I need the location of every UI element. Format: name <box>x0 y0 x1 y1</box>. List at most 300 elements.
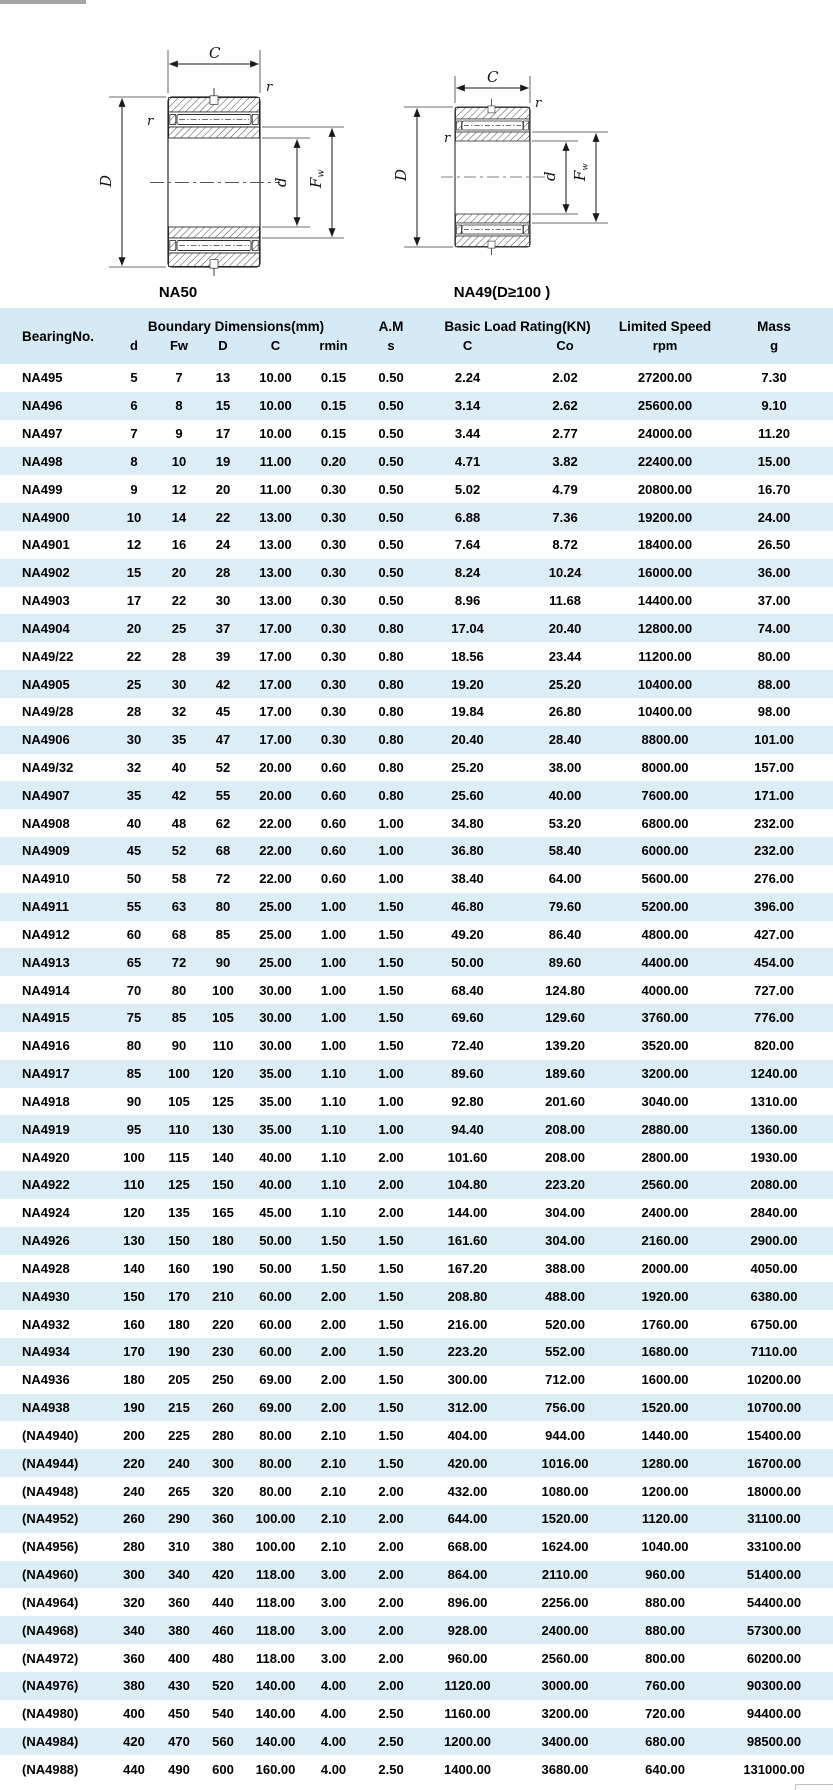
outer-d-cell: 130 <box>212 1121 234 1137</box>
load-c-cell: 3.14 <box>454 398 481 414</box>
rpm-cell: 1600.00 <box>641 1372 689 1388</box>
fw-cell: 40 <box>171 760 187 775</box>
table-row <box>0 1394 833 1422</box>
bearing-no-cell: NA49/28 <box>22 704 74 720</box>
fw-cell: 10 <box>171 453 187 469</box>
c-cell: 40.00 <box>259 1149 292 1165</box>
c-cell: 80.00 <box>259 1427 292 1443</box>
load-c-cell: 5.02 <box>454 481 481 497</box>
mass-cell: 74.00 <box>757 620 791 636</box>
mass-cell: 10700.00 <box>746 1400 802 1416</box>
fw-cell: 14 <box>171 509 187 525</box>
s-cell: 2.50 <box>378 1733 404 1749</box>
rpm-cell: 5200.00 <box>641 899 689 915</box>
rmin-cell: 1.10 <box>320 1121 347 1137</box>
outer-d-cell: 280 <box>212 1427 234 1443</box>
rmin-cell: 0.30 <box>320 704 347 720</box>
s-cell: 0.50 <box>378 398 404 414</box>
rmin-cell: 0.30 <box>320 537 347 553</box>
s-cell: 2.00 <box>378 1149 404 1165</box>
rmin-cell: 1.50 <box>320 1233 347 1249</box>
load-co-cell: 189.60 <box>545 1066 585 1082</box>
bearing-no-cell: NA49/22 <box>22 648 74 664</box>
c-cell: 80.00 <box>259 1483 292 1499</box>
diagram-na49 <box>392 68 608 301</box>
load-c-cell: 404.00 <box>447 1427 488 1443</box>
outer-d-cell: 480 <box>212 1650 234 1666</box>
rmin-cell: 0.60 <box>320 760 347 775</box>
load-c-cell: 7.64 <box>454 537 481 553</box>
dim-label-c: C <box>209 44 221 62</box>
subheader-d: d <box>110 335 158 364</box>
load-co-cell: 40.00 <box>548 787 582 803</box>
bearing-no-cell: NA497 <box>22 426 63 442</box>
rmin-cell: 2.10 <box>320 1511 347 1527</box>
outer-d-cell: 125 <box>212 1093 234 1109</box>
header-group-basic-load-rating: Basic Load Rating(KN) <box>420 308 615 335</box>
rmin-cell: 2.00 <box>320 1288 347 1304</box>
load-c-cell: 34.80 <box>451 815 484 831</box>
load-c-cell: 50.00 <box>451 954 484 970</box>
d-cell: 55 <box>126 899 142 915</box>
bearing-no-cell: NA4930 <box>22 1288 70 1304</box>
fw-cell: 450 <box>168 1706 190 1722</box>
rpm-cell: 12800.00 <box>637 620 693 636</box>
s-cell: 2.00 <box>378 1594 404 1610</box>
fw-cell: 25 <box>171 620 187 636</box>
c-cell: 69.00 <box>259 1400 292 1416</box>
fw-cell: 490 <box>168 1761 190 1777</box>
bearing-no-cell: NA4909 <box>22 843 70 859</box>
d-cell: 6 <box>130 398 138 414</box>
bearing-no-cell: NA4914 <box>22 982 70 998</box>
subheader-rpm: rpm <box>615 335 715 364</box>
load-c-cell: 668.00 <box>447 1539 488 1555</box>
outer-d-cell: 13 <box>215 370 231 386</box>
s-cell: 2.50 <box>378 1761 404 1777</box>
header-group-am: A.M <box>362 308 420 335</box>
rmin-cell: 1.10 <box>320 1066 347 1082</box>
rpm-cell: 6800.00 <box>641 815 689 831</box>
load-co-cell: 86.40 <box>548 926 582 942</box>
table-row <box>0 1561 833 1589</box>
mass-cell: 51400.00 <box>746 1567 802 1583</box>
load-co-cell: 2560.00 <box>541 1650 589 1666</box>
mass-cell: 6380.00 <box>750 1288 798 1304</box>
rmin-cell: 1.00 <box>320 1038 347 1054</box>
rpm-cell: 1920.00 <box>641 1288 689 1304</box>
mass-cell: 1240.00 <box>750 1066 798 1082</box>
load-co-cell: 304.00 <box>545 1233 585 1249</box>
c-cell: 118.00 <box>255 1567 296 1583</box>
load-c-cell: 68.40 <box>451 982 484 998</box>
load-c-cell: 46.80 <box>451 899 484 915</box>
outer-d-cell: 165 <box>212 1205 234 1221</box>
table-row <box>0 1672 833 1700</box>
table-row <box>0 893 833 921</box>
dim-label-r-left: r <box>444 131 451 146</box>
c-cell: 80.00 <box>259 1455 292 1471</box>
rmin-cell: 1.10 <box>320 1093 347 1109</box>
load-co-cell: 58.40 <box>548 843 582 859</box>
fw-cell: 160 <box>168 1260 190 1276</box>
load-co-cell: 139.20 <box>545 1038 585 1054</box>
s-cell: 1.50 <box>378 1010 404 1026</box>
fw-cell: 240 <box>168 1455 190 1471</box>
s-cell: 0.80 <box>378 787 404 803</box>
load-co-cell: 89.60 <box>548 954 582 970</box>
rpm-cell: 20800.00 <box>637 481 693 497</box>
outer-d-cell: 90 <box>215 954 231 970</box>
load-co-cell: 3000.00 <box>541 1678 589 1694</box>
fw-cell: 42 <box>171 787 187 803</box>
rmin-cell: 0.30 <box>320 593 347 609</box>
d-cell: 40 <box>126 815 142 831</box>
load-c-cell: 216.00 <box>447 1316 488 1332</box>
c-cell: 50.00 <box>259 1260 292 1276</box>
bearing-no-cell: (NA4948) <box>22 1483 79 1499</box>
c-cell: 100.00 <box>255 1511 296 1527</box>
load-c-cell: 6.88 <box>454 509 481 525</box>
mass-cell: 1930.00 <box>750 1149 798 1165</box>
d-cell: 15 <box>126 565 142 581</box>
bottom-right-corner-box <box>795 1784 833 1790</box>
load-co-cell: 23.44 <box>548 648 582 664</box>
rpm-cell: 960.00 <box>645 1567 685 1583</box>
rpm-cell: 3520.00 <box>641 1038 689 1054</box>
outer-d-cell: 520 <box>212 1678 234 1694</box>
fw-cell: 68 <box>171 926 187 942</box>
rpm-cell: 880.00 <box>645 1622 685 1638</box>
rmin-cell: 0.60 <box>320 815 347 831</box>
outer-d-cell: 15 <box>215 398 231 414</box>
diagram-caption-na50: NA50 <box>158 284 198 301</box>
s-cell: 0.80 <box>378 676 404 692</box>
rpm-cell: 22400.00 <box>637 453 693 469</box>
fw-cell: 115 <box>168 1149 190 1165</box>
d-cell: 17 <box>126 593 142 609</box>
outer-d-cell: 190 <box>212 1260 234 1276</box>
rpm-cell: 1040.00 <box>641 1539 689 1555</box>
mass-cell: 36.00 <box>757 565 791 581</box>
c-cell: 17.00 <box>259 620 292 636</box>
load-c-cell: 960.00 <box>447 1650 488 1666</box>
rpm-cell: 10400.00 <box>637 676 693 692</box>
rpm-cell: 3200.00 <box>641 1066 689 1082</box>
bearing-no-cell: (NA4944) <box>22 1455 79 1471</box>
rpm-cell: 3760.00 <box>641 1010 689 1026</box>
outer-d-cell: 85 <box>215 926 231 942</box>
load-c-cell: 72.40 <box>451 1038 484 1054</box>
outer-d-cell: 150 <box>212 1177 234 1193</box>
rmin-cell: 1.10 <box>320 1149 347 1165</box>
rpm-cell: 27200.00 <box>637 370 693 386</box>
mass-cell: 727.00 <box>754 982 794 998</box>
mass-cell: 15400.00 <box>746 1427 802 1443</box>
load-c-cell: 420.00 <box>447 1455 488 1471</box>
rmin-cell: 0.30 <box>320 732 347 748</box>
mass-cell: 7110.00 <box>750 1344 798 1360</box>
c-cell: 10.00 <box>259 398 292 414</box>
s-cell: 0.50 <box>378 453 404 469</box>
s-cell: 0.50 <box>378 481 404 497</box>
outer-d-cell: 180 <box>212 1233 234 1249</box>
bearing-no-cell: NA4901 <box>22 537 70 553</box>
s-cell: 0.50 <box>378 426 404 442</box>
mass-cell: 98500.00 <box>746 1733 802 1749</box>
outer-d-cell: 62 <box>215 815 231 831</box>
d-cell: 130 <box>123 1233 145 1249</box>
bearing-spec-table <box>0 308 833 1783</box>
s-cell: 0.50 <box>378 565 404 581</box>
load-co-cell: 1016.00 <box>541 1455 589 1471</box>
outer-d-cell: 55 <box>215 787 231 803</box>
subheader-load-co: Co <box>515 335 615 364</box>
load-c-cell: 18.56 <box>451 648 484 664</box>
table-row <box>0 1700 833 1728</box>
dim-label-r-top: r <box>535 96 542 111</box>
c-cell: 118.00 <box>255 1594 296 1610</box>
dim-label-inner-d: d <box>541 171 559 181</box>
outer-d-cell: 560 <box>212 1733 234 1749</box>
d-cell: 32 <box>126 760 142 775</box>
d-cell: 7 <box>130 426 138 442</box>
rpm-cell: 11200.00 <box>638 648 692 664</box>
outer-d-cell: 105 <box>212 1010 234 1026</box>
rmin-cell: 0.30 <box>320 509 347 525</box>
c-cell: 118.00 <box>255 1622 296 1638</box>
load-co-cell: 7.36 <box>552 509 578 525</box>
load-c-cell: 8.24 <box>454 565 481 581</box>
outer-d-cell: 100 <box>212 982 234 998</box>
bearing-no-cell: (NA4952) <box>22 1511 79 1527</box>
s-cell: 1.00 <box>378 871 404 887</box>
table-row <box>0 1366 833 1394</box>
load-co-cell: 53.20 <box>548 815 582 831</box>
load-co-cell: 25.20 <box>548 676 582 692</box>
mass-cell: 2900.00 <box>750 1233 798 1249</box>
s-cell: 2.50 <box>378 1706 404 1722</box>
mass-cell: 11.20 <box>758 426 790 442</box>
d-cell: 300 <box>123 1567 145 1583</box>
rmin-cell: 0.30 <box>320 648 347 664</box>
fw-cell: 12 <box>171 481 187 497</box>
mass-cell: 54400.00 <box>746 1594 802 1610</box>
rmin-cell: 1.10 <box>320 1205 347 1221</box>
rpm-cell: 880.00 <box>645 1594 685 1610</box>
fw-cell: 52 <box>171 843 187 859</box>
c-cell: 45.00 <box>259 1205 292 1221</box>
rpm-cell: 8800.00 <box>641 732 689 748</box>
rmin-cell: 2.10 <box>320 1483 347 1499</box>
d-cell: 50 <box>126 871 142 887</box>
diagram-na50 <box>97 44 344 301</box>
dimension-c-right <box>455 68 530 103</box>
header-sub-row <box>0 335 833 364</box>
header-group-limited-speed: Limited Speed <box>615 308 715 335</box>
table-row <box>0 837 833 865</box>
load-co-cell: 552.00 <box>545 1344 585 1360</box>
outer-d-cell: 380 <box>212 1539 234 1555</box>
load-c-cell: 432.00 <box>447 1483 488 1499</box>
load-c-cell: 161.60 <box>447 1233 488 1249</box>
d-cell: 240 <box>123 1483 145 1499</box>
table-row <box>0 1143 833 1171</box>
d-cell: 85 <box>126 1066 142 1082</box>
fw-cell: 360 <box>168 1594 190 1610</box>
dim-label-c: C <box>487 68 499 86</box>
bearing-no-cell: NA4902 <box>22 565 70 581</box>
bearing-diagrams <box>0 0 833 308</box>
load-co-cell: 3680.00 <box>541 1761 589 1777</box>
s-cell: 2.00 <box>378 1678 404 1694</box>
d-cell: 10 <box>126 509 142 525</box>
s-cell: 1.50 <box>378 1316 404 1332</box>
load-co-cell: 3.82 <box>552 453 578 469</box>
c-cell: 17.00 <box>259 704 292 720</box>
fw-cell: 63 <box>171 899 187 915</box>
rmin-cell: 2.00 <box>320 1372 347 1388</box>
dim-label-outer-d: D <box>392 168 410 181</box>
load-co-cell: 3400.00 <box>541 1733 589 1749</box>
load-co-cell: 4.79 <box>552 481 578 497</box>
c-cell: 20.00 <box>259 760 292 775</box>
rmin-cell: 0.20 <box>320 453 347 469</box>
s-cell: 0.80 <box>378 760 404 775</box>
rpm-cell: 10400.00 <box>637 704 693 720</box>
rpm-cell: 7600.00 <box>641 787 689 803</box>
outer-d-cell: 17 <box>215 426 231 442</box>
load-c-cell: 1400.00 <box>444 1761 492 1777</box>
d-cell: 12 <box>126 537 142 553</box>
load-co-cell: 2.77 <box>552 426 578 442</box>
c-cell: 22.00 <box>259 871 292 887</box>
load-c-cell: 300.00 <box>447 1372 488 1388</box>
table-row <box>0 1088 833 1116</box>
rpm-cell: 2000.00 <box>641 1260 689 1276</box>
rpm-cell: 1120.00 <box>641 1511 689 1527</box>
mass-cell: 31100.00 <box>747 1511 801 1527</box>
outer-d-cell: 30 <box>215 593 231 609</box>
table-row <box>0 1060 833 1088</box>
table-row <box>0 1310 833 1338</box>
table-row <box>0 1004 833 1032</box>
c-cell: 35.00 <box>259 1093 292 1109</box>
s-cell: 1.00 <box>378 1093 404 1109</box>
c-cell: 17.00 <box>259 732 292 748</box>
rpm-cell: 4800.00 <box>641 926 689 942</box>
table-row <box>0 1449 833 1477</box>
outer-d-cell: 220 <box>212 1316 234 1332</box>
table-row <box>0 559 833 587</box>
mass-cell: 131000.00 <box>743 1761 805 1777</box>
mass-cell: 80.00 <box>757 648 791 664</box>
mass-cell: 10200.00 <box>746 1372 802 1388</box>
s-cell: 2.00 <box>378 1650 404 1666</box>
rpm-cell: 2880.00 <box>641 1121 689 1137</box>
load-c-cell: 2.24 <box>454 370 481 386</box>
bearing-no-cell: NA4911 <box>22 899 69 915</box>
rpm-cell: 2400.00 <box>641 1205 689 1221</box>
fw-cell: 16 <box>171 537 187 553</box>
c-cell: 140.00 <box>255 1706 296 1722</box>
mass-cell: 90300.00 <box>746 1678 802 1694</box>
rmin-cell: 4.00 <box>320 1733 347 1749</box>
mass-cell: 232.00 <box>754 843 794 859</box>
load-c-cell: 864.00 <box>447 1567 488 1583</box>
fw-cell: 340 <box>168 1567 190 1583</box>
rpm-cell: 3040.00 <box>641 1093 689 1109</box>
table-row <box>0 1533 833 1561</box>
load-co-cell: 304.00 <box>545 1205 585 1221</box>
load-co-cell: 8.72 <box>552 537 578 553</box>
load-c-cell: 49.20 <box>451 926 484 942</box>
d-cell: 95 <box>126 1121 142 1137</box>
fw-cell: 430 <box>168 1678 190 1694</box>
load-co-cell: 712.00 <box>545 1372 585 1388</box>
load-co-cell: 64.00 <box>548 871 582 887</box>
load-c-cell: 8.96 <box>454 593 481 609</box>
d-cell: 400 <box>123 1706 145 1722</box>
rpm-cell: 14400.00 <box>637 593 693 609</box>
s-cell: 2.00 <box>378 1483 404 1499</box>
dimension-outer-d-left <box>97 97 166 267</box>
outer-d-cell: 420 <box>212 1567 234 1583</box>
s-cell: 1.50 <box>378 926 404 942</box>
rpm-cell: 640.00 <box>645 1761 685 1777</box>
outer-d-cell: 47 <box>215 732 231 748</box>
load-co-cell: 38.00 <box>548 760 582 775</box>
rpm-cell: 2800.00 <box>641 1149 689 1165</box>
rmin-cell: 2.00 <box>320 1316 347 1332</box>
table-row <box>0 1644 833 1672</box>
d-cell: 60 <box>126 926 142 942</box>
s-cell: 1.50 <box>378 1288 404 1304</box>
table-row <box>0 447 833 475</box>
rpm-cell: 2560.00 <box>641 1177 689 1193</box>
c-cell: 13.00 <box>259 593 292 609</box>
subheader-g: g <box>715 335 833 364</box>
fw-cell: 380 <box>168 1622 190 1638</box>
mass-cell: 4050.00 <box>750 1260 798 1276</box>
d-cell: 260 <box>123 1511 145 1527</box>
c-cell: 22.00 <box>259 815 292 831</box>
bearing-no-cell: NA4917 <box>22 1066 70 1082</box>
d-cell: 65 <box>126 954 142 970</box>
table-row <box>0 754 833 782</box>
load-co-cell: 10.24 <box>548 565 582 581</box>
load-co-cell: 2256.00 <box>541 1594 589 1610</box>
bearing-no-cell: NA4916 <box>22 1038 70 1054</box>
s-cell: 0.80 <box>378 648 404 664</box>
bearing-no-cell: NA4932 <box>22 1316 70 1332</box>
rmin-cell: 0.30 <box>320 620 347 636</box>
table-row <box>0 698 833 726</box>
d-cell: 360 <box>123 1650 145 1666</box>
outer-d-cell: 460 <box>212 1622 234 1638</box>
outer-d-cell: 320 <box>212 1483 234 1499</box>
fw-cell: 135 <box>168 1205 190 1221</box>
s-cell: 0.80 <box>378 732 404 748</box>
c-cell: 17.00 <box>259 676 292 692</box>
d-cell: 100 <box>123 1149 145 1165</box>
c-cell: 100.00 <box>255 1539 296 1555</box>
rpm-cell: 16000.00 <box>637 565 693 581</box>
s-cell: 1.50 <box>378 1400 404 1416</box>
table-row <box>0 420 833 448</box>
subheader-s: s <box>362 335 420 364</box>
mass-cell: 98.00 <box>757 704 791 720</box>
